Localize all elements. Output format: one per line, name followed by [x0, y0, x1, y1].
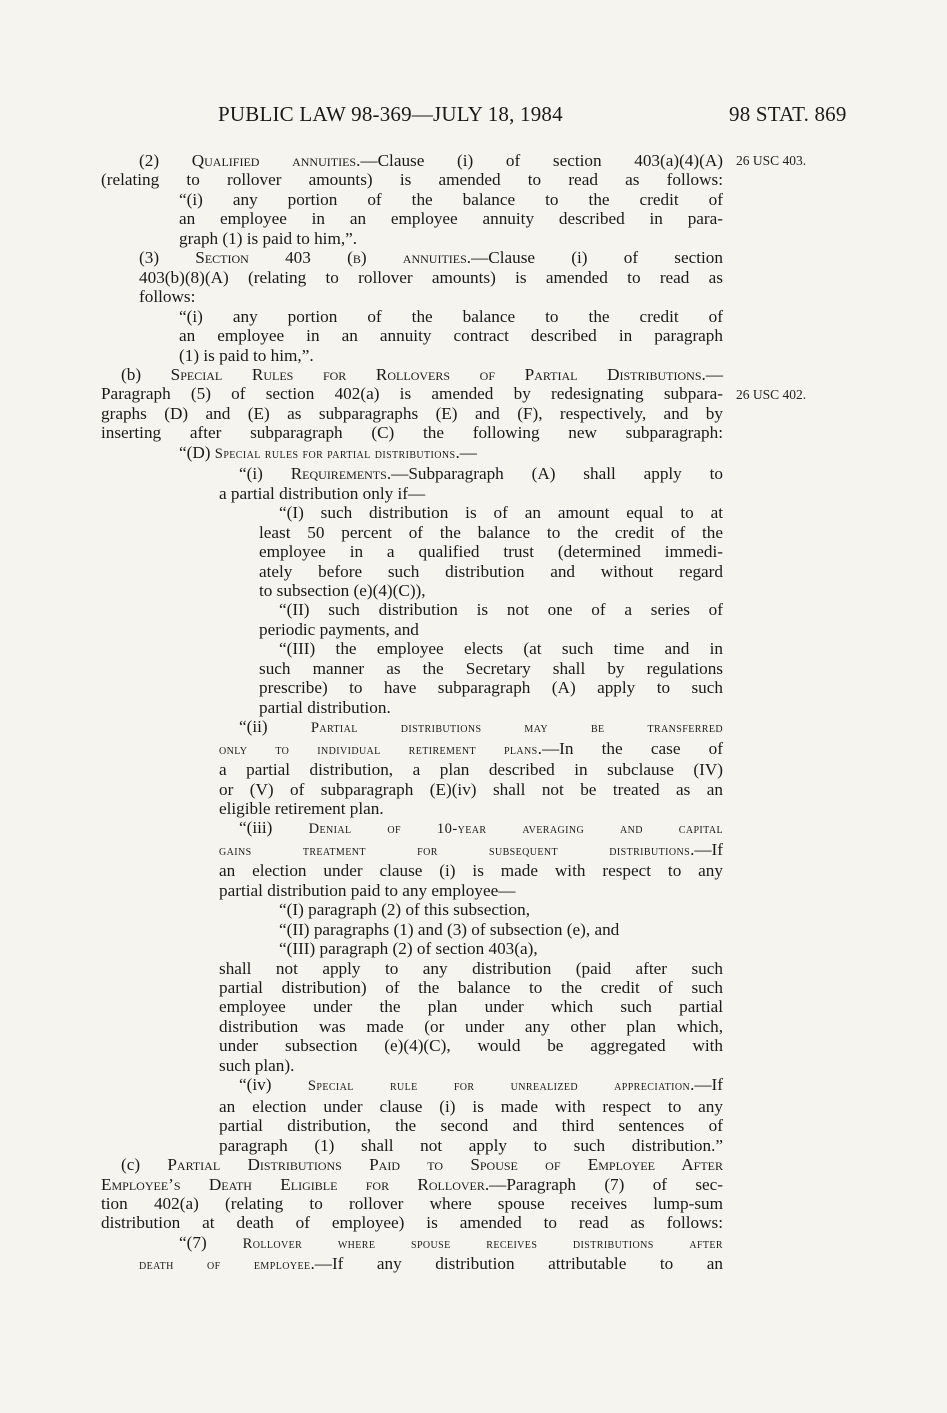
text-line: [101, 365, 723, 384]
statute-citation: 98 STAT. 869: [729, 102, 847, 126]
text-line: [101, 739, 723, 760]
text-run: employee in a qualified trust (determined immedi-: [259, 542, 723, 562]
text-line: [101, 268, 723, 287]
text-run: (2): [139, 151, 192, 170]
text-line: [101, 1075, 723, 1096]
text-run: .—If: [690, 839, 723, 859]
text-line: [101, 248, 723, 267]
text-run: 403(b)(8)(A) (relating to rollover amounts) is amended to read as: [139, 267, 723, 287]
text-line: [101, 698, 723, 717]
statute-body: [101, 151, 723, 1276]
text-run: (c): [121, 1155, 168, 1175]
text-run: periodic payments, and: [259, 619, 419, 639]
text-run: “(i) any portion of the balance to the credit of: [179, 189, 723, 209]
text-run: partial distribution paid to any employee—: [219, 880, 516, 900]
text-line: [101, 209, 723, 228]
text-line: [101, 861, 723, 880]
text-run: a partial distribution, a plan described in subclause (IV): [219, 760, 723, 780]
text-run: .—If: [690, 1075, 723, 1095]
text-run: Requirements: [290, 464, 387, 484]
margin-note-26-usc-403: 26 USC 403.: [736, 153, 807, 168]
text-line: [101, 307, 723, 326]
text-run: .—Clause (i) of section 403(a)(4)(A): [356, 151, 723, 170]
text-line: [101, 760, 723, 779]
text-line: [101, 523, 723, 542]
text-line: [101, 443, 723, 464]
text-run: graphs (D) and (E) as subparagraphs (E) and (F), respectively, and by: [101, 403, 723, 423]
text-run: Special Rules for Rollovers of Partial Distributions: [170, 364, 702, 384]
page-title: PUBLIC LAW 98-369—JULY 18, 1984: [218, 102, 563, 126]
text-run: .—: [455, 442, 477, 462]
text-line: [101, 678, 723, 697]
text-run: “(III) paragraph (2) of section 403(a),: [279, 939, 538, 959]
text-line: [101, 384, 723, 403]
text-line: [101, 190, 723, 209]
text-run: prescribe) to have subparagraph (A) apply to such: [259, 678, 723, 698]
text-line: [101, 939, 723, 958]
text-run: .—Paragraph (7) of sec-: [484, 1174, 723, 1194]
text-run: Special rule for unrealized appreciation: [307, 1078, 691, 1095]
text-line: [101, 1175, 723, 1194]
text-line: [101, 581, 723, 600]
text-line: [101, 900, 723, 919]
text-run: partial distribution) of the balance to the credit of such: [219, 978, 723, 998]
text-run: Rollover where spouse receives distributions after: [242, 1235, 723, 1252]
text-line: [101, 620, 723, 639]
text-run: .—If any distribution attributable to an: [310, 1254, 723, 1274]
text-run: (relating to rollover amounts) is amended to read as follows:: [101, 170, 723, 190]
text-line: [101, 780, 723, 799]
text-line: [101, 978, 723, 997]
page-header: [0, 102, 947, 132]
text-run: “(iii): [239, 818, 309, 838]
text-run: “(D): [179, 442, 215, 462]
text-run: under subsection (e)(4)(C), would be aggregated with: [219, 1036, 723, 1056]
text-line: [101, 1136, 723, 1155]
text-run: Paragraph (5) of section 402(a) is amended by redesignating subpara-: [101, 384, 723, 404]
text-line: [101, 1056, 723, 1075]
text-run: paragraph (1) shall not apply to such distribution.”: [219, 1135, 723, 1155]
text-run: or (V) of subparagraph (E)(iv) shall not be treated as an: [219, 779, 723, 799]
text-run: distribution was made (or under any other plan which,: [219, 1016, 723, 1036]
text-line: [101, 840, 723, 861]
text-line: [101, 1233, 723, 1254]
text-run: partial distribution, the second and third sentences of: [219, 1116, 723, 1136]
text-run: tion 402(a) (relating to rollover where spouse receives lump-sum: [101, 1194, 723, 1214]
text-run: “(II) paragraphs (1) and (3) of subsection (e), and: [279, 919, 620, 939]
text-line: [101, 959, 723, 978]
text-run: “(II) such distribution is not one of a series of: [279, 600, 723, 620]
text-line: [101, 1036, 723, 1055]
text-line: [101, 1097, 723, 1116]
text-run: Qualified annuities: [191, 151, 357, 170]
text-run: partial distribution.: [259, 697, 391, 717]
text-line: [101, 659, 723, 678]
text-line: [101, 600, 723, 619]
text-run: “(i): [239, 464, 291, 484]
text-line: [101, 287, 723, 306]
text-run: .—In the case of: [537, 738, 723, 758]
text-line: [101, 799, 723, 818]
text-run: (b): [121, 364, 171, 384]
text-run: to subsection (e)(4)(C)),: [259, 580, 426, 600]
text-line: [101, 920, 723, 939]
text-run: (3): [139, 248, 196, 268]
text-line: [101, 346, 723, 365]
text-line: [101, 503, 723, 522]
text-run: only to individual retirement plans: [219, 741, 538, 758]
text-run: Section 403 (b) annuities: [195, 248, 467, 268]
text-run: least 50 percent of the balance to the credit of the: [259, 522, 723, 542]
text-line: [101, 542, 723, 561]
text-run: an election under clause (i) is made with respect to any: [219, 1096, 723, 1116]
text-line: [101, 881, 723, 900]
text-run: follows:: [139, 287, 196, 307]
text-run: “(I) paragraph (2) of this subsection,: [279, 900, 531, 920]
text-line: [101, 997, 723, 1016]
text-run: .—: [701, 364, 723, 384]
text-run: a partial distribution only if—: [219, 483, 426, 503]
text-run: Partial Distributions Paid to Spouse of Employee After: [167, 1155, 723, 1175]
text-line: [101, 464, 723, 483]
text-line: [101, 1017, 723, 1036]
text-run: “(I) such distribution is of an amount equal to at: [279, 503, 723, 523]
text-run: Special rules for partial distributions: [214, 445, 456, 462]
text-line: [101, 484, 723, 503]
text-line: [101, 404, 723, 423]
text-run: an employee in an annuity contract described in paragraph: [179, 326, 723, 346]
text-line: [101, 170, 723, 189]
text-line: [101, 717, 723, 738]
text-line: [101, 229, 723, 248]
text-run: .—Clause (i) of section: [466, 248, 723, 268]
text-run: gains treatment for subsequent distributions: [219, 842, 691, 859]
text-run: ately before such distribution and without regard: [259, 561, 723, 581]
text-line: [101, 151, 723, 170]
margin-note-26-usc-402: 26 USC 402.: [736, 387, 807, 402]
text-line: [101, 423, 723, 442]
text-run: death of employee: [139, 1257, 311, 1274]
text-line: [101, 1194, 723, 1213]
text-run: inserting after subparagraph (C) the following new subparagraph:: [101, 423, 723, 443]
text-run: graph (1) is paid to him,”.: [179, 228, 358, 248]
text-run: “(ii): [239, 717, 311, 737]
text-run: Partial distributions may be transferred: [310, 720, 723, 737]
text-line: [101, 1116, 723, 1135]
text-line: [101, 1213, 723, 1232]
text-run: “(7): [179, 1232, 243, 1252]
text-run: “(III) the employee elects (at such time and in: [279, 639, 723, 659]
text-run: an election under clause (i) is made with respect to any: [219, 861, 723, 881]
text-run: Denial of 10-year averaging and capital: [308, 821, 723, 838]
text-run: such manner as the Secretary shall by regulations: [259, 658, 723, 678]
text-run: “(iv): [239, 1075, 308, 1095]
text-run: “(i) any portion of the balance to the credit of: [179, 306, 723, 326]
text-run: (1) is paid to him,”.: [179, 345, 314, 365]
text-line: [101, 1254, 723, 1275]
text-line: [101, 562, 723, 581]
text-run: Employee’s Death Eligible for Rollover: [101, 1174, 485, 1194]
text-line: [101, 1155, 723, 1174]
text-line: [101, 326, 723, 345]
text-run: eligible retirement plan.: [219, 798, 384, 818]
text-run: employee under the plan under which such partial: [219, 997, 723, 1017]
text-run: an employee in an employee annuity described in para-: [179, 209, 723, 229]
text-line: [101, 639, 723, 658]
text-run: such plan).: [219, 1055, 295, 1075]
text-line: [101, 818, 723, 839]
text-run: shall not apply to any distribution (paid after such: [219, 958, 723, 978]
text-run: .—Subparagraph (A) shall apply to: [386, 464, 723, 484]
text-run: distribution at death of employee) is amended to read as follows:: [101, 1213, 723, 1233]
